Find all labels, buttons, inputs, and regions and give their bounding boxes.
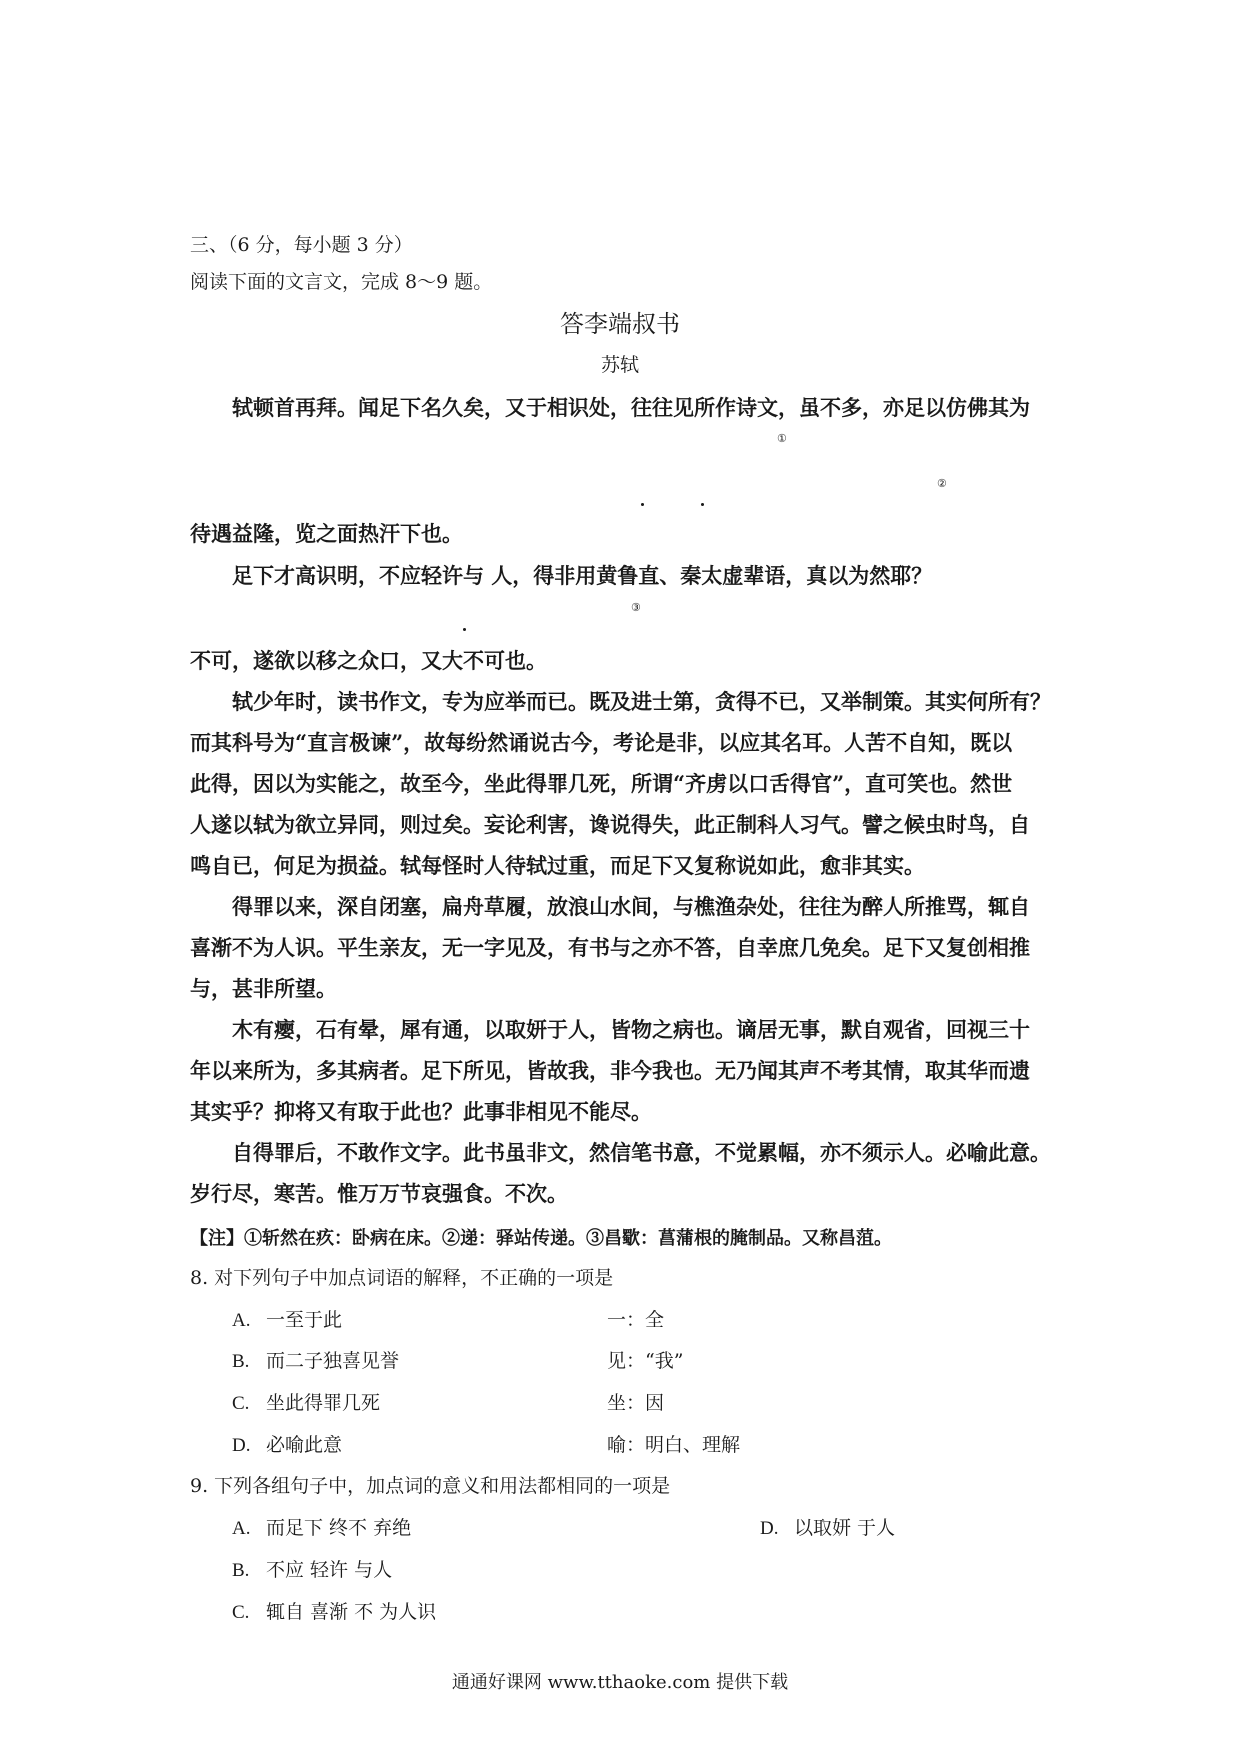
passage-p3-line2: 而其科号为“直言极谏”，故每纷然诵说古今，考论是非，以应其名耳。人苦不自知，既以 — [190, 730, 1013, 755]
q8-gloss-c: 坐：因 — [607, 1392, 665, 1414]
section-instruction: 阅读下面的文言文，完成 8～9 题。 — [190, 271, 493, 293]
option-text: 不应 轻许 与人 — [266, 1559, 393, 1581]
q8-gloss-d: 喻：明白、理解 — [607, 1434, 741, 1456]
q8-option-c — [232, 1388, 380, 1415]
q8-option-a — [232, 1305, 342, 1332]
passage-p1-line2: 待遇益隆，览之面热汗下也。 — [190, 521, 463, 546]
passage-p3-line1: 轼少年时，读书作文，专为应举而已。既及进士第，贪得不已，又举制策。其实何所有？ — [232, 689, 1051, 714]
passage-title: 答李端叔书 — [560, 310, 680, 338]
option-letter: A. — [232, 1518, 251, 1539]
passage-p4-line1: 得罪以来，深自闭塞，扁舟草履，放浪山水间，与樵渔杂处，往往为醉人所推骂，辄自 — [232, 894, 1030, 919]
emphasis-dot — [701, 503, 704, 506]
option-text: 以取妍 于人 — [794, 1517, 896, 1539]
q8-option-b — [232, 1346, 399, 1373]
footnote-marker-3: ③ — [631, 601, 641, 614]
q9-option-a — [232, 1513, 411, 1540]
emphasis-dot — [641, 503, 644, 506]
passage-p3-line5: 鸣自已，何足为损益。轼每怪时人待轼过重，而足下又复称说如此，愈非其实。 — [190, 853, 925, 878]
passage-p4-line2: 喜渐不为人识。平生亲友，无一字见及，有书与之亦不答，自幸庶几免矣。足下又复创相推 — [190, 935, 1030, 960]
option-text: 而二子独喜见誉 — [266, 1350, 400, 1372]
footnote-marker-2: ② — [937, 477, 947, 490]
q8-option-d — [232, 1430, 342, 1457]
option-letter: C. — [232, 1602, 250, 1623]
option-text: 而足下 终不 弃绝 — [266, 1517, 412, 1539]
option-text: 坐此得罪几死 — [266, 1392, 381, 1414]
option-letter: C. — [232, 1393, 250, 1414]
passage-p6-line1: 自得罪后，不敢作文字。此书虽非文，然信笔书意，不觉累幅，亦不须示人。必喻此意。 — [232, 1140, 1051, 1165]
passage-p5-line3: 其实乎？抑将又有取于此也？此事非相见不能尽。 — [190, 1099, 652, 1124]
q9-option-c — [232, 1597, 436, 1624]
option-letter: A. — [232, 1310, 251, 1331]
option-letter: B. — [232, 1351, 250, 1372]
page-footer: 通通好课网 www.tthaoke.com 提供下载 — [451, 1672, 789, 1693]
passage-p3-line3: 此得，因以为实能之，故至今，坐此得罪几死，所谓“齐虏以口舌得官”，直可笑也。然世 — [190, 771, 1013, 796]
q9-option-b — [232, 1555, 392, 1582]
option-text: 辄自 喜渐 不 为人识 — [266, 1601, 437, 1623]
option-letter: D. — [232, 1435, 251, 1456]
passage-p5-line2: 年以来所为，多其病者。足下所见，皆故我，非今我也。无乃闻其声不考其情，取其华而遗 — [190, 1058, 1030, 1083]
emphasis-dot — [463, 628, 466, 631]
option-letter: B. — [232, 1560, 250, 1581]
q8-gloss-b: 见：“我” — [607, 1350, 684, 1372]
passage-p5-line1: 木有瘿，石有晕，犀有通，以取妍于人，皆物之病也。谪居无事，默自观省，回视三十 — [232, 1017, 1030, 1042]
footnote-marker-1: ① — [777, 432, 787, 445]
q9-option-d — [760, 1513, 895, 1540]
q8-stem: 8. 对下列句子中加点词语的解释，不正确的一项是 — [190, 1267, 614, 1289]
q9-stem: 9. 下列各组句子中，加点词的意义和用法都相同的一项是 — [190, 1475, 671, 1497]
option-text: 一至于此 — [266, 1309, 343, 1331]
annotation-note: 【注】①斩然在疚：卧病在床。②递：驿站传递。③昌歜：菖蒲根的腌制品。又称昌菹。 — [190, 1228, 892, 1249]
q8-gloss-a: 一：全 — [607, 1309, 665, 1331]
passage-p6-line2: 岁行尽，寒苦。惟万万节哀强食。不次。 — [190, 1181, 568, 1206]
passage-p2-line1: 足下才高识明，不应轻许与 人，得非用黄鲁直、秦太虚辈语，真以为然耶？ — [232, 563, 933, 588]
option-letter: D. — [760, 1518, 779, 1539]
passage-p2-line2: 不可，遂欲以移之众口，又大不可也。 — [190, 648, 547, 673]
section-header: 三、（6 分，每小题 3 分） — [190, 234, 413, 256]
option-text: 必喻此意 — [266, 1434, 343, 1456]
passage-author: 苏轼 — [600, 354, 639, 376]
passage-p4-line3: 与，甚非所望。 — [190, 976, 337, 1001]
passage-p3-line4: 人遂以轼为欲立异同，则过矣。妄论利害，谗说得失，此正制科人习气。譬之候虫时鸟，自 — [190, 812, 1030, 837]
passage-p1-line1: 轼顿首再拜。闻足下名久矣，又于相识处，往往见所作诗文，虽不多，亦足以仿佛其为 — [232, 395, 1030, 420]
